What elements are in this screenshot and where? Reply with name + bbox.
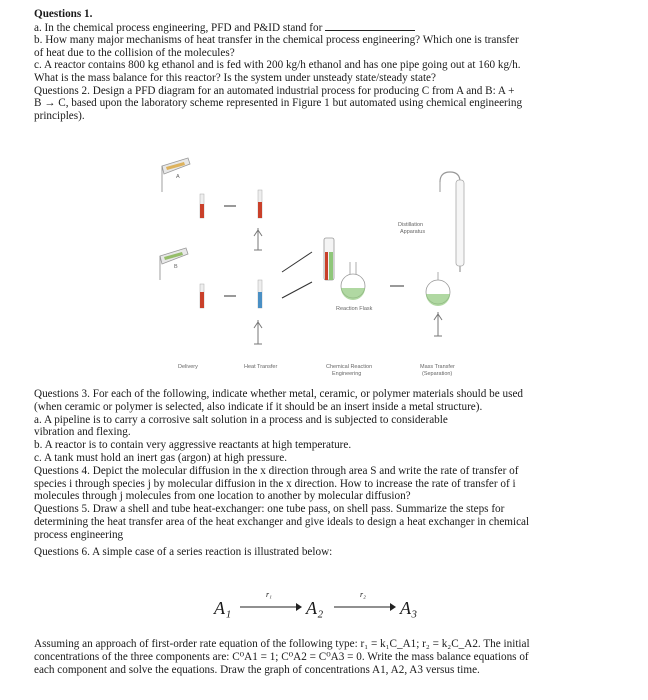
label-chemical-reaction-1: Chemical Reaction [326, 364, 373, 370]
heating-stand-2-icon [254, 320, 262, 344]
q3-line1: Questions 3. For each of the following, indicate whether metal, ceramic, or polymer materials should be used [34, 388, 523, 400]
q4-line2: species i through species j by molecular diffusion in the x direction. How to increase the rate of transfer of i [34, 477, 516, 490]
label-distillation-1: Distillation [398, 222, 424, 228]
graduated-cylinder-icon [324, 238, 334, 280]
label-mass-transfer-1: Mass Transfer [420, 364, 455, 370]
q3-line2: (when ceramic or polymer is selected, also indicate if it should be an insert inside a metal structure). [34, 400, 483, 413]
series-reaction-equation [196, 588, 456, 628]
q6-tail-block [34, 638, 632, 676]
q2-line1: Questions 2. Design a PFD diagram for an automated industrial process for producing C from A and B: A + [34, 84, 515, 97]
q1-b-line1: b. How many major mechanisms of heat transfer in the chemical process engineering? Which one is transfer [34, 34, 519, 47]
q6-tail-line3: each component and solve the equations. Draw the graph of concentrations A1, A2, A3 versus time. [34, 663, 480, 676]
arrow-3-icon [282, 252, 312, 272]
q6-tail-line2: concentrations of the three components are: C⁰A1 = 1; C⁰A2 = C⁰A3 = 0. Write the mass balance equations of [34, 650, 529, 663]
q4-line3: molecules through j molecules from one location to another by molecular diffusion? [34, 490, 411, 503]
q1-a [34, 21, 632, 35]
q1-c-line1: c. A reactor contains 800 kg ethanol and is fed with 200 kg/h ethanol and has one pipe going out at 160 kg/h. [34, 59, 521, 72]
lab-scheme-drawing [150, 152, 598, 382]
q3-a-line1: a. A pipeline is to carry a corrosive salt solution in a process and is subjected to considerable [34, 413, 448, 426]
arrow-4-icon [282, 282, 312, 298]
tube-blue-icon [258, 280, 262, 308]
q1-a-text: a. In the chemical process engineering, PFD and P&ID stand for [34, 21, 323, 34]
q5-line3: process engineering [34, 528, 124, 541]
eq-a1: A₁ [214, 598, 232, 618]
label-chemical-reaction-2: Engineering [332, 371, 362, 377]
q1-a-blank [325, 21, 415, 31]
label-b: B [174, 264, 178, 270]
eq-k1: r₁ [266, 590, 272, 599]
reaction-arrow-2-icon [334, 602, 396, 612]
q6-line1: Questions 6. A simple case of a series reaction is illustrated below: [34, 545, 333, 558]
q4-line1: Questions 4. Depict the molecular diffusion in the x direction through area S and write the rate of transfer of [34, 464, 519, 477]
eq-a3: A₃ [400, 598, 418, 618]
eq-k2: r₂ [360, 590, 366, 599]
distillation-apparatus-icon [426, 172, 464, 306]
eq-a2: A₂ [306, 598, 324, 618]
tube-red-3-icon [200, 284, 204, 308]
reaction-flask-icon [341, 262, 365, 300]
q2-line3: principles). [34, 109, 85, 122]
label-a: A [176, 174, 180, 180]
q5-line1: Questions 5. Draw a shell and tube heat-exchanger: one tube pass, on shell pass. Summarize the steps for [34, 503, 505, 516]
label-distillation-2: Apparatus [400, 229, 426, 235]
label-reaction-flask: Reaction Flask [336, 306, 373, 312]
q3-a-line2: vibration and flexing. [34, 426, 131, 439]
reaction-arrow-1-icon [240, 602, 302, 612]
q6-tail-line1: Assuming an approach of first-order rate equation of the following type: r₁ = k₁C_A1; r₂ = k₂C_A2. The initial [34, 638, 530, 650]
heating-stand-1-icon [254, 228, 262, 250]
questions-bottom-block [34, 388, 632, 558]
q5-line2: determining the heat transfer area of the heat exchanger and give ideals to design a heat exchanger in chemical [34, 515, 530, 528]
q3-b: b. A reactor is to contain very aggressive reactants at high temperature. [34, 439, 352, 452]
q3-c: c. A tank must hold an inert gas (argon) at high pressure. [34, 451, 288, 464]
label-heat-transfer: Heat Transfer [244, 364, 278, 370]
questions-top-block [34, 8, 632, 122]
q2-line2: B → C, based upon the laboratory scheme represented in Figure 1 but automated using chemical engineering [34, 97, 523, 110]
tube-red-1-icon [200, 194, 204, 218]
tube-red-2-icon [258, 190, 262, 218]
q1-c-line2: What is the mass balance for this reactor? Is the system under unsteady state/steady state? [34, 71, 436, 84]
q1-b-line2: of heat due to the collision of the molecules? [34, 46, 235, 59]
figure-1-lab-scheme [150, 152, 598, 382]
label-delivery: Delivery [178, 364, 198, 370]
q1-title: Questions 1. [34, 8, 93, 20]
heating-stand-3-icon [434, 312, 442, 336]
label-mass-transfer-2: (Separation) [422, 371, 453, 377]
